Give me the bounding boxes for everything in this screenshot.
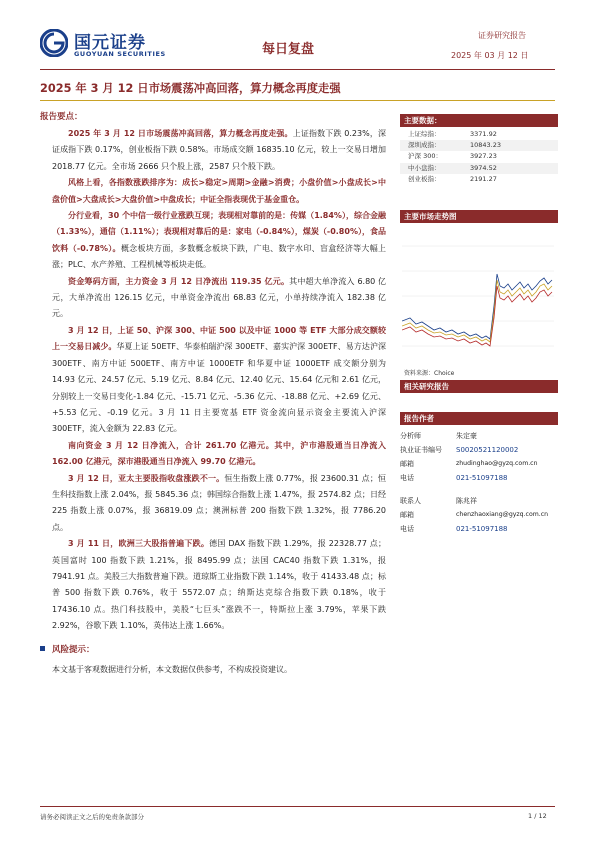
table-row: 中小盘指： 3974.52 — [400, 163, 558, 174]
report-type: 证券研究报告 — [478, 31, 526, 40]
paragraph: 3 月 12 日，亚太主要股指收盘涨跌不一。恒生指数上涨 0.77%，报 23600.31 点；恒生科技指数上涨 2.04%，报 5845.36 点；韩国综合指数上涨 1.47%，报 2574.82 点；日经 225 指数上涨 0.07%，报 36819.09 点；澳洲标普 200 指数下跌 1.32%，报 7786.20 点。 — [52, 473, 386, 532]
risk-text: 本文基于客观数据进行分析，本文数据仅供参考，不构成投资建议。 — [52, 665, 292, 674]
author-row: 联系人 陈兆祥 — [400, 497, 477, 505]
summary-body — [52, 126, 386, 635]
table-row: 深圳成指： 10843.23 — [400, 140, 558, 151]
related-heading: 相关研究报告 — [400, 380, 558, 393]
series-line — [402, 286, 552, 346]
chart-source: 资料来源：Choice — [404, 370, 455, 377]
header-divider — [40, 69, 555, 70]
page-number: 1 / 12 — [528, 812, 547, 820]
authors-heading: 报告作者 — [400, 412, 558, 425]
key-data-table — [400, 129, 558, 185]
market-trend-chart — [402, 226, 554, 361]
logo-emblem-icon — [40, 29, 68, 57]
trend-heading: 主要市场走势图 — [400, 210, 558, 223]
author-row: 分析师 朱定豪 — [400, 432, 477, 440]
contact-info — [400, 494, 558, 536]
paragraph: 南向资金 3 月 12 日净流入，合计 261.70 亿港元。其中，沪市港股通当日净流入 162.00 亿港元，深市港股通当日净流入 99.70 亿港元。 — [52, 440, 386, 467]
footer-disclaimer: 请务必阅读正文之后的免责条款部分 — [40, 813, 144, 821]
table-row: 上证综指： 3371.92 — [408, 130, 497, 138]
risk-bullet-icon — [40, 646, 45, 651]
chart-gridlines — [402, 246, 554, 346]
table-row: 沪深 300： 3927.23 — [408, 152, 497, 161]
author-row[interactable]: 邮箱 chenzhaoxiang@gyzq.com.cn — [400, 511, 549, 519]
author-row: 执业证书编号 S0020521120002 — [400, 446, 519, 454]
footer-divider — [40, 806, 555, 807]
key-data-heading: 主要数据： — [400, 114, 558, 127]
paragraph: 3 月 12 日，上证 50、沪深 300、中证 500 以及中证 1000 等 ETF 大部分成交额较上一交易日减少。华夏上证 50ETF、华泰柏瑞沪深 300ETF、嘉实沪深 300ETF、易方达沪深 300ETF、南方中证 500ETF、南方中证 1000ETF 和华夏中证 1000ETF 成交额分别为 14.93 亿元、24.57 亿元、5.19 亿元、8.84 亿元、12.40 亿元、15.64 亿元和 2.61 亿元，分别较上一交易日变化-1.84 亿元、-15.71 亿元、-5.36 亿元、-18.88 亿元、+2.69 亿元、+5.53 亿元、-0.19 亿元。3 月 11 日主要宽基 ETF 资金流向显示资金主要流入沪深 300ETF，流入金额为 22.83 亿元。 — [52, 325, 386, 434]
logo-english-name: GUOYUAN SECURITIES — [74, 50, 166, 58]
table-row: 创业板指： 2191.27 — [408, 174, 497, 183]
summary-heading: 报告要点： — [40, 112, 83, 122]
report-date: 2025 年 03 月 12 日 — [451, 51, 529, 60]
author-row: 电话 021-51097188 — [400, 474, 508, 482]
series-line — [402, 274, 552, 339]
author-row[interactable]: 邮箱 zhudinghao@gyzq.com.cn — [400, 460, 538, 468]
author-row: 电话 021-51097188 — [400, 525, 508, 533]
paragraph: 3 月 11 日，欧洲三大股指普遍下跌。德国 DAX 指数下跌 1.29%，报 22328.77 点；英国富时 100 指数下跌 1.21%，报 8495.99 点；法国 CAC40 指数下跌 1.31%，报 7941.91 点。美股三大指数普遍下跌。道琼斯工业指数下跌 1.14%，收于 41433.48 点；标普 500 指数下跌 0.76%，收于 5572.07 点；纳斯达克综合指数下跌 0.18%，收于 17436.10 点。热门科技股中，美股“七巨头”涨跌不一，特斯拉上涨 3.79%，苹果下跌 2.92%，谷歌下跌 1.10%，英伟达上涨 1.66%。 — [52, 539, 386, 631]
logo — [40, 27, 200, 65]
paragraph: 风格上看，各指数涨跌排序为：成长>稳定>周期>金融>消费；小盘价值>小盘成长>中盘价值>大盘成长>大盘价值>中盘成长；中证全指表现优于基金重仓。 — [52, 178, 386, 204]
risk-heading: 风险提示： — [52, 645, 95, 655]
author-info — [400, 429, 558, 485]
title-divider — [40, 100, 555, 101]
report-series: 每日复盘 — [262, 42, 315, 57]
paragraph: 分行业看，30 个中信一级行业涨跌互现；表现相对靠前的是：传媒（1.84%），综合金融（1.33%），通信（1.11%）；表现相对靠后的是：家电（-0.84%），煤炭（-0.80%），食品饮料（-0.78%）。概念板块方面，多数概念板块下跌，广电、数字水印、盲盒经济等大幅上涨；PLC、水产养殖、工程机械等板块走低。 — [52, 211, 387, 270]
paragraph: 2025 年 3 月 12 日市场震荡冲高回落，算力概念再度走强。上证指数下跌 0.23%，深证成指下跌 0.17%，创业板指下跌 0.58%。市场成交额 16835.10 亿元，较上一交易日增加 2018.77 亿元。全市场 2666 只个股上涨，2587 只个股下跌。 — [52, 129, 386, 171]
logo-chinese-name: 国元证券 — [74, 33, 146, 53]
page-title: 2025 年 3 月 12 日市场震荡冲高回落，算力概念再度走强 — [40, 82, 341, 95]
paragraph: 资金筹码方面，主力资金 3 月 12 日净流出 119.35 亿元。其中超大单净流入 6.80 亿元，大单净流出 126.15 亿元，中单资金净流出 68.83 亿元，小单持续净流入 182.38 亿元。 — [52, 276, 387, 319]
series-line — [402, 280, 552, 342]
